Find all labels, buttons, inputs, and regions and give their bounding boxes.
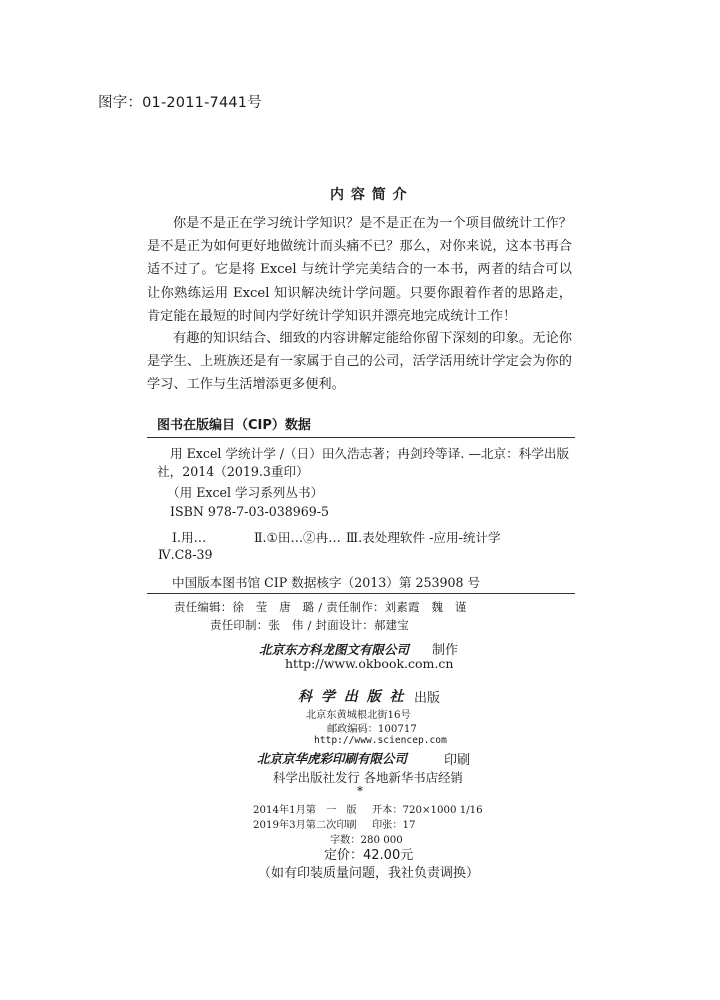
editor-credits: 责任编辑：徐 莹 唐 璐 / 责任制作：刘素霞 魏 谨	[174, 600, 467, 614]
producer-name: 北京东方科龙图文有限公司	[259, 642, 410, 657]
publisher-address: 北京东黄城根北街16号	[306, 710, 411, 721]
publisher-postcode: 邮政编码：100717	[327, 724, 417, 735]
cip-classification-1: Ⅰ.用…	[172, 530, 207, 545]
cip-series-line: （用 Excel 学习系列丛书）	[167, 485, 324, 500]
printer-role: 印刷	[444, 753, 471, 768]
word-count: 字数：280 000	[330, 835, 403, 846]
cip-record-number: 中国版本图书馆 CIP 数据核字（2013）第 253908 号	[172, 575, 481, 590]
cip-bottom-rule	[147, 593, 575, 594]
publisher-role: 出版	[414, 691, 441, 706]
cip-title-line: 用 Excel 学统计学 /（日）田久浩志著；冉剑玲等译. —北京：科学出版	[170, 446, 570, 461]
cip-classification-4: Ⅳ.C8-39	[158, 547, 213, 562]
production-credits: 责任印制：张 伟 / 封面设计：郝建宝	[210, 618, 410, 632]
first-edition-date: 2014年1月第 一 版	[253, 805, 357, 816]
price: 定价：42.00元	[324, 848, 414, 863]
cip-classification-2: Ⅱ.①田…②冉…	[254, 530, 341, 545]
cip-header: 图书在版编目（CIP）数据	[157, 418, 311, 433]
printing-date: 2019年3月第二次印刷	[253, 820, 357, 831]
publisher-name: 科 学 出 版 社	[298, 689, 406, 705]
publisher-url: http://www.sciencep.com	[314, 735, 447, 746]
copyright-registration-number: 图字：01-2011-7441号	[98, 95, 262, 111]
summary-paragraph-1: 你是不是正在学习统计学知识？是不是正在为一个项目做统计工作？是不是正为如何更好地做统计而头痛不已？那么，对你来说，这本书再合适不过了。它是将 Excel 与统计学完美结合的一本书，两者的结合可以让你熟练运用 Excel 知识解决统计学问题。只要你跟着作者的思路走，肯定能在最短的时间内学好统计学知识并漂亮地完成统计工作！	[147, 216, 572, 324]
producer-url: http://www.okbook.com.cn	[285, 656, 454, 671]
cip-top-rule	[147, 437, 575, 438]
cip-isbn: ISBN 978-7-03-038969-5	[170, 504, 330, 519]
cip-classification-3: Ⅲ.表处理软件 -应用-统计学	[346, 530, 501, 545]
summary-title: 内 容 简 介	[330, 187, 408, 203]
quality-notice: （如有印装质量问题，我社负责调换）	[258, 866, 480, 881]
separator-star: *	[357, 784, 363, 798]
format-size: 开本：720×1000 1/16	[372, 805, 483, 816]
summary-paragraph-2: 有趣的知识结合、细致的内容讲解定能给你留下深刻的印象。无论你是学生、上班族还是有一家属于自己的公司，活学活用统计学定会为你的学习、工作与生活增添更多便利。	[147, 331, 572, 393]
cip-publisher-line: 社，2014（2019.3重印）	[157, 464, 309, 479]
printer-name: 北京京华虎彩印刷有限公司	[257, 751, 408, 766]
producer-role: 制作	[432, 643, 459, 658]
print-sheets: 印张：17	[372, 820, 416, 831]
distribution-line: 科学出版社发行 各地新华书店经销	[273, 770, 463, 785]
